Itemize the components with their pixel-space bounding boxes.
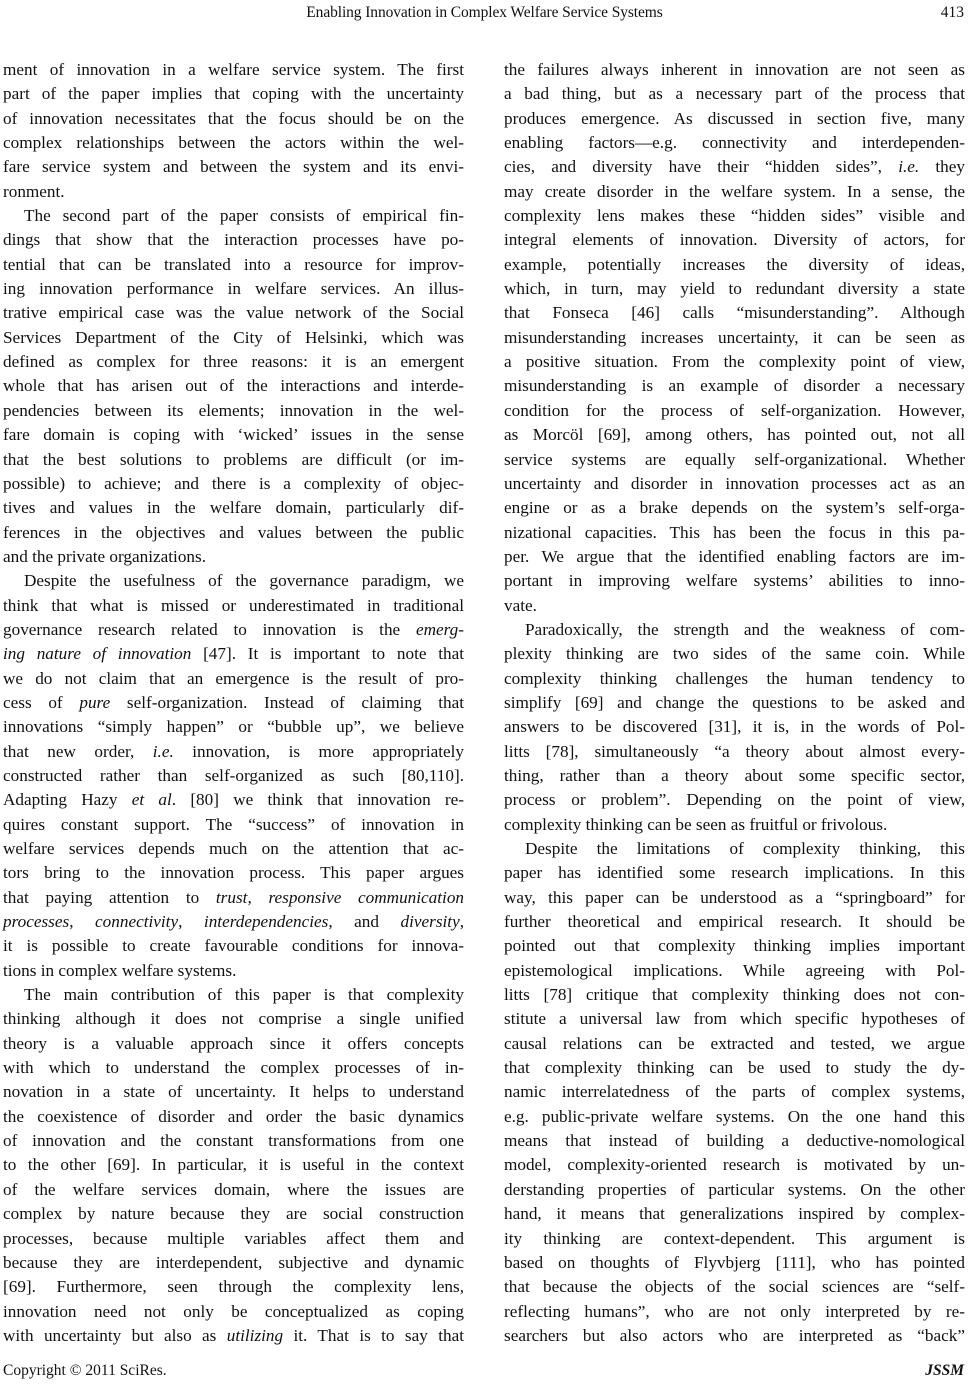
- text-line: to the other [69]. In particular, it is useful in the context: [3, 1155, 464, 1175]
- text-line: model, complexity-oriented research is motivated by un-: [504, 1155, 965, 1175]
- text-line: means that instead of building a deductive-nomological: [504, 1131, 965, 1151]
- text-line: tions in complex welfare systems.: [3, 960, 237, 980]
- text-line: hand, it means that generalizations inspired by complex-: [504, 1204, 965, 1224]
- italic-term: ing nature of innovation: [3, 644, 192, 664]
- italic-term: trust: [215, 887, 248, 907]
- running-header: [0, 0, 969, 26]
- text-line: derstanding properties of particular systems. On the other: [504, 1179, 965, 1199]
- text-line: it is possible to create favourable conditions for innova-: [3, 936, 464, 956]
- text-line: misunderstanding increases uncertainty, it can be seen as: [504, 327, 965, 347]
- text-line: that complexity thinking can be used to study the dy-: [504, 1058, 965, 1078]
- text-line: fare domain is coping with ‘wicked’ issues in the sense: [3, 425, 464, 445]
- italic-term: emerg-: [415, 619, 464, 639]
- italic-term: diversity: [400, 912, 460, 932]
- text-line: litts [78] critique that complexity thinking does not con-: [504, 985, 965, 1005]
- text-line: cies, and diversity have their “hidden sides”, i.e. they: [504, 157, 965, 177]
- text-line: The second part of the paper consists of empirical fin-: [24, 206, 464, 226]
- text-line: complexity lens makes these “hidden sides” visible and: [504, 206, 965, 226]
- journal-abbreviation: JSSM: [925, 1362, 964, 1379]
- text-line: tential that can be translated into a resource for improv-: [3, 254, 464, 274]
- text-line: a bad thing, but as a necessary part of the process that: [504, 84, 965, 104]
- text-line: ity thinking are context-dependent. This argument is: [504, 1228, 965, 1248]
- text-line: that the best solutions to problems are difficult (or im-: [3, 449, 464, 469]
- text-line: complexity thinking can be seen as fruitful or frivolous.: [504, 814, 888, 834]
- text-line: litts [78], simultaneously “a theory about almost every-: [504, 741, 965, 761]
- running-title: Enabling Innovation in Complex Welfare Service Systems: [306, 4, 663, 21]
- text-line: tives and values in the welfare domain, particularly dif-: [3, 498, 464, 518]
- text-line: answers to be discovered [31], it is, in the words of Pol-: [504, 717, 965, 737]
- text-line: complex by nature because they are social construction: [3, 1204, 464, 1224]
- text-line: that Fonseca [46] calls “misunderstanding”. Although: [504, 303, 965, 323]
- text-line: part of the paper implies that coping with the uncertainty: [3, 84, 464, 104]
- text-line: Despite the limitations of complexity thinking, this: [525, 839, 965, 858]
- text-line: innovation need not only be conceptualized as coping: [3, 1301, 464, 1321]
- text-line: the failures always inherent in innovation are not seen as: [504, 60, 965, 79]
- text-line: novation in a state of uncertainty. It helps to understand: [3, 1082, 464, 1102]
- text-line: further theoretical and empirical research. It should be: [504, 912, 965, 932]
- text-line: theory is a valuable approach since it offers concepts: [3, 1033, 464, 1053]
- text-line: searchers but also actors who are interpreted as “back”: [504, 1325, 965, 1345]
- text-line: that because the objects of the social sciences are “self-: [504, 1277, 965, 1297]
- text-line: condition for the process of self-organization. However,: [504, 400, 965, 420]
- text-line: of the welfare services domain, where the issues are: [3, 1179, 464, 1199]
- text-line: welfare services depends much on the attention that ac-: [3, 839, 464, 858]
- page-footer: [0, 1360, 969, 1382]
- text-line: ing innovation performance in welfare services. An illus-: [3, 279, 464, 299]
- text-line: namic interrelatedness of the parts of complex systems,: [504, 1082, 965, 1102]
- text-line: and the private organizations.: [3, 546, 207, 566]
- text-line: may create disorder in the welfare system. In a sense, the: [504, 181, 965, 201]
- text-line: complexity thinking challenges the human tendency to: [504, 668, 965, 688]
- text-line: Despite the usefulness of the governance paradigm, we: [24, 571, 464, 591]
- text-line: thinking although it does not comprise a single unified: [3, 1009, 464, 1029]
- text-line: ment of innovation in a welfare service system. The first: [3, 60, 464, 79]
- text-line: vate.: [504, 595, 537, 615]
- text-line: plexity thinking are two sides of the same coin. While: [504, 644, 965, 664]
- text-line: a positive situation. From the complexity point of view,: [504, 352, 965, 372]
- text-line: The main contribution of this paper is that complexity: [24, 985, 464, 1005]
- text-line: uncertainty and disorder in innovation processes act as an: [504, 473, 965, 493]
- text-line: dings that show that the interaction processes have po-: [3, 230, 464, 250]
- italic-term: processes: [3, 912, 70, 932]
- text-line: tors bring to the innovation process. This paper argues: [3, 863, 464, 883]
- text-line: enabling factors—e.g. connectivity and interdependen-: [504, 133, 965, 153]
- text-line: complex relationships between the actors within the wel-: [3, 133, 464, 153]
- text-line: service systems are equally self-organizational. Whether: [504, 449, 965, 469]
- italic-term: et al: [131, 790, 172, 810]
- italic-term: utilizing: [226, 1325, 284, 1345]
- text-line: with uncertainty but also as utilizing it. That is to say that: [3, 1325, 464, 1345]
- text-line: fare service system and between the system and its envi-: [3, 157, 464, 177]
- text-line: ing nature of innovation [47]. It is important to note that: [3, 644, 464, 664]
- italic-term: i.e.: [152, 741, 174, 761]
- italic-term: i.e.: [898, 157, 920, 177]
- text-line: that new order, i.e. innovation, is more appropriately: [3, 741, 464, 761]
- text-line: pointed out that complexity thinking implies important: [504, 936, 965, 956]
- italic-term: connectivity: [95, 912, 179, 932]
- text-line: ronment.: [3, 181, 65, 201]
- left-column: [3, 58, 464, 1348]
- text-line: nizational capacities. This has been the focus in this pa-: [504, 522, 965, 542]
- text-line: reflecting humans”, who are not only interpreted by re-: [504, 1301, 965, 1321]
- text-line: trative empirical case was the value network of the Social: [3, 303, 464, 323]
- text-line: whole that has arisen out of the interactions and interde-: [3, 376, 464, 396]
- text-line: simplify [69] and change the questions to be asked and: [504, 692, 965, 712]
- text-line: processes, because multiple variables affect them and: [3, 1228, 464, 1248]
- text-line: of innovation necessitates that the focus should be on the: [3, 108, 464, 128]
- text-line: constructed rather than self-organized as such [80,110].: [3, 765, 464, 785]
- text-line: [69]. Furthermore, seen through the complexity lens,: [3, 1277, 464, 1297]
- text-line: of innovation and the constant transformations from one: [3, 1131, 464, 1151]
- page-number: 413: [940, 4, 964, 21]
- text-line: stitute a universal law from which specific hypotheses of: [504, 1009, 965, 1029]
- text-line: the coexistence of disorder and order the basic dynamics: [3, 1106, 464, 1126]
- text-line: process or problem”. Depending on the point of view,: [504, 790, 965, 810]
- text-line: defined as complex for three reasons: it is an emergent: [3, 352, 464, 372]
- text-line: pendencies between its elements; innovation in the wel-: [3, 400, 464, 420]
- text-line: cess of pure self-organization. Instead of claiming that: [3, 692, 465, 712]
- text-line: e.g. public-private welfare systems. On the one hand this: [504, 1106, 965, 1126]
- text-line: misunderstanding is an example of disorder a necessary: [504, 376, 965, 396]
- text-line: processes, connectivity, interdependencies, and diversity,: [3, 912, 465, 932]
- text-line: quires constant support. The “success” of innovation in: [3, 814, 464, 834]
- copyright-notice: Copyright © 2011 SciRes.: [3, 1362, 167, 1379]
- text-line: which, in turn, may yield to redundant diversity a state: [504, 279, 965, 299]
- text-line: produces emergence. As discussed in section five, many: [504, 108, 965, 128]
- text-line: way, this paper can be understood as a “springboard” for: [504, 887, 965, 907]
- italic-term: responsive communication: [268, 887, 465, 907]
- text-line: thing, rather than a theory about some specific sector,: [504, 765, 965, 785]
- text-line: integral elements of innovation. Diversity of actors, for: [504, 230, 965, 250]
- text-line: portant in improving welfare systems’ abilities to inno-: [504, 571, 965, 591]
- text-line: per. We argue that the identified enabling factors are im-: [504, 546, 965, 566]
- right-column: [504, 58, 965, 1348]
- text-line: based on thoughts of Flyvbjerg [111], who has pointed: [504, 1252, 965, 1272]
- text-line: think that what is missed or underestimated in traditional: [3, 595, 464, 615]
- text-line: engine or as a brake depends on the system’s self-orga-: [504, 498, 965, 518]
- text-line: possible) to achieve; and there is a complexity of objec-: [3, 473, 464, 493]
- text-line: example, potentially increases the diversity of ideas,: [504, 254, 965, 274]
- text-line: Services Department of the City of Helsinki, which was: [3, 327, 464, 347]
- text-line: paper has identified some research implications. In this: [504, 863, 965, 883]
- text-line: as Morcöl [69], among others, has pointed out, not all: [504, 425, 965, 445]
- text-line: Adapting Hazy et al. [80] we think that innovation re-: [3, 790, 464, 810]
- text-line: causal relations can be extracted and tested, we argue: [504, 1033, 965, 1053]
- text-line: ferences in the objectives and values between the public: [3, 522, 464, 542]
- text-line: innovations “simply happen” or “bubble up”, we believe: [3, 717, 464, 737]
- text-line: Paradoxically, the strength and the weakness of com-: [525, 619, 965, 639]
- text-line: we do not claim that an emergence is the result of pro-: [3, 668, 464, 688]
- italic-term: interdependencies: [203, 912, 329, 932]
- text-line: that paying attention to trust, responsive communication: [3, 887, 465, 907]
- text-line: with which to understand the complex processes of in-: [3, 1058, 464, 1078]
- italic-term: pure: [79, 692, 111, 712]
- text-line: epistemological implications. While agreeing with Pol-: [504, 960, 965, 980]
- text-line: governance research related to innovation is the emerg-: [3, 619, 464, 639]
- text-line: because they are interdependent, subjective and dynamic: [3, 1252, 464, 1272]
